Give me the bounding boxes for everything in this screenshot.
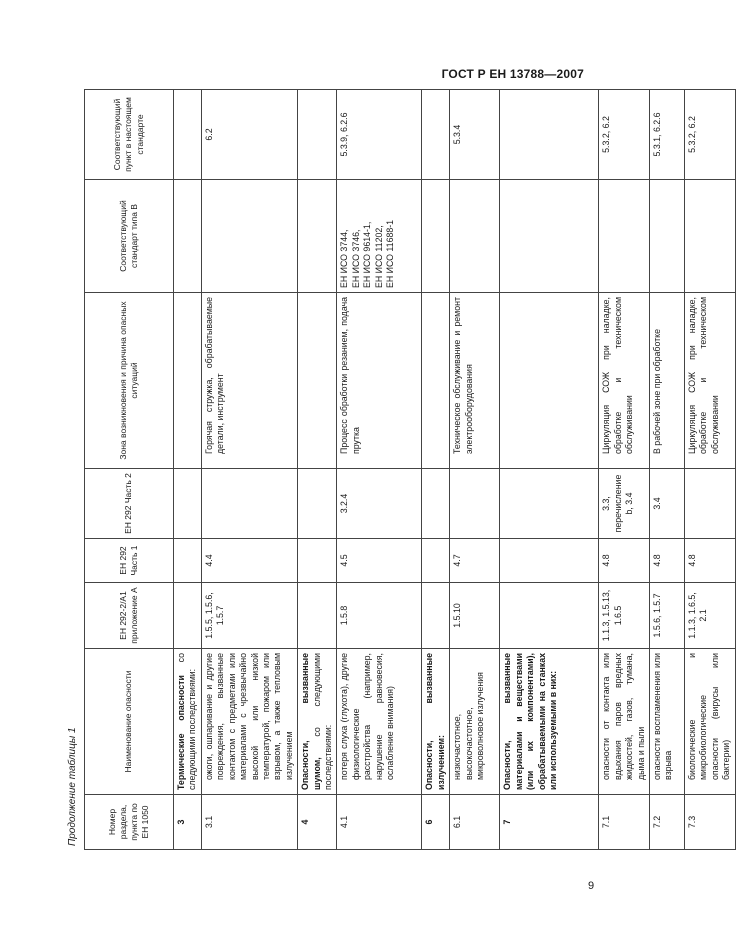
- table-row: [422, 90, 450, 850]
- section-title-rest: со следующими последствиями:: [176, 653, 198, 790]
- rotated-table-block: [64, 90, 732, 850]
- cell-section: 4.1: [337, 795, 422, 850]
- table-row: [685, 90, 736, 850]
- section-title: Опасности, вызванные шумом,: [300, 653, 322, 790]
- cell-name: потеря слуха (глухота), другие физиологические расстройства (например, нарушение равновесия, ослабление внимания): [337, 649, 422, 795]
- col-header-section: Номер раздела, пункта по ЕН 1050: [85, 795, 174, 850]
- cell-type-b: [599, 180, 650, 293]
- cell-section: 7.3: [685, 795, 736, 850]
- cell-en292-2: 1.5.5, 1.5.6, 1.5.7: [201, 583, 297, 649]
- table-row: [599, 90, 650, 850]
- section-title-rest: со следующими последствиями:: [311, 653, 334, 790]
- cell-name: Опасности, вызванные излучением:: [422, 649, 450, 795]
- cell-name: опасности от контакта или вдыхания паров вредных жидкостей, газов, тумана, дыма и пыли: [599, 649, 650, 795]
- cell-zone: Циркуляция СОЖ при наладке, обработке и техническом обслуживании: [599, 293, 650, 469]
- cell-section: 7.1: [599, 795, 650, 850]
- table-row: [500, 90, 599, 850]
- cell-section: 3.1: [201, 795, 297, 850]
- cell-en292-1: 4.4: [201, 539, 297, 583]
- table-row: [337, 90, 422, 850]
- cell-type-b: [201, 180, 297, 293]
- cell-section: 3: [174, 795, 202, 850]
- cell-zone: В рабочей зоне при обработке: [650, 293, 685, 469]
- cell-type-b: [685, 180, 736, 293]
- cell-clause: 5.3.9, 6.2.6: [337, 90, 422, 180]
- cell-en292-part2: 3.3, перечисление b, 3.4: [599, 469, 650, 539]
- cell-clause: 5.3.4: [450, 90, 500, 180]
- cell-type-b: [450, 180, 500, 293]
- cell-en292-1: 4.5: [337, 539, 422, 583]
- col-header-en292-2: ЕН 292-2/А1 приложение А: [85, 583, 174, 649]
- document-code: ГОСТ Р ЕН 13788—2007: [441, 67, 584, 81]
- cell-name: опасности воспламенения или взрыва: [650, 649, 685, 795]
- page-number: 9: [588, 880, 595, 892]
- cell-type-b: [337, 180, 422, 293]
- col-header-type-b: Соответствующий стандарт типа В: [85, 180, 174, 293]
- type-b-line: ЕН ИСО 3746,: [350, 229, 361, 288]
- cell-en292-2: 1.5.8: [337, 583, 422, 649]
- col-header-en292-1: ЕН 292 Часть 1: [85, 539, 174, 583]
- table-row: [174, 90, 202, 850]
- col-header-name: Наименование опасности: [85, 649, 174, 795]
- type-b-line: ЕН ИСО 11202,: [373, 225, 384, 288]
- cell-en292-part2: 3.4: [650, 469, 685, 539]
- table-row: [450, 90, 500, 850]
- col-header-en292-part2: ЕН 292 Часть 2: [85, 469, 174, 539]
- cell-section: 6.1: [450, 795, 500, 850]
- cell-clause: 5.3.1, 6.2.6: [650, 90, 685, 180]
- cell-zone: Техническое обслуживание и ремонт электрооборудования: [450, 293, 500, 469]
- table-row: [201, 90, 297, 850]
- cell-section: 4: [298, 795, 337, 850]
- cell-en292-1: 4.8: [650, 539, 685, 583]
- cell-name: низкочастотное, высокочастотное, микроволновое излучения: [450, 649, 500, 795]
- cell-en292-2: 1.5.6, 1.5.7: [650, 583, 685, 649]
- cell-zone: Циркуляция СОЖ при наладке, обработке и техническом обслуживании: [685, 293, 736, 469]
- cell-en292-2: 1.1.3, 1.5.13, 1.6.5: [599, 583, 650, 649]
- table-row: [298, 90, 337, 850]
- table-caption: Продолжение таблицы 1: [67, 727, 78, 846]
- cell-en292-2: 1.5.10: [450, 583, 500, 649]
- hazards-table: [84, 89, 736, 850]
- cell-section: 6: [422, 795, 450, 850]
- cell-section: 7.2: [650, 795, 685, 850]
- table-row: [650, 90, 685, 850]
- cell-clause: 6.2: [201, 90, 297, 180]
- section-title: Термические опасности: [176, 675, 186, 790]
- cell-name: биологические и микробиологические опасности (вирусы или бактерии): [685, 649, 736, 795]
- type-b-line: ЕН ИСО 3744,: [339, 229, 350, 288]
- cell-section: 7: [500, 795, 599, 850]
- cell-name: [174, 649, 202, 795]
- cell-name: [298, 649, 337, 795]
- table-header-row: [85, 90, 174, 850]
- cell-en292-1: 4.7: [450, 539, 500, 583]
- cell-clause: 5.3.2, 6.2: [685, 90, 736, 180]
- cell-en292-1: 4.8: [685, 539, 736, 583]
- cell-en292-part2: [201, 469, 297, 539]
- cell-name: Опасности, вызванные материалами и веществами (или их компонентами), обрабатываемыми на станках или используемыми в них:: [500, 649, 599, 795]
- cell-en292-part2: [685, 469, 736, 539]
- cell-en292-part2: 3.2.4: [337, 469, 422, 539]
- cell-type-b: [650, 180, 685, 293]
- type-b-line: ЕН ИСО 9614-1,: [362, 221, 373, 288]
- cell-zone: Процесс обработки резанием, подача прутка: [337, 293, 422, 469]
- cell-name: ожоги, ошпаривание и другие повреждения, вызванные контактом с предметами или материалами с чрезвычайно высокой или низкой температурой, пожаром или взрывом, а также тепловым излучением: [201, 649, 297, 795]
- col-header-zone: Зона возникновения и причина опасных ситуаций: [85, 293, 174, 469]
- type-b-line: ЕН ИСО 11688-1: [385, 219, 396, 288]
- cell-zone: Горячая стружка, обрабатываемые детали, инструмент: [201, 293, 297, 469]
- cell-clause: 5.3.2, 6.2: [599, 90, 650, 180]
- cell-en292-part2: [450, 469, 500, 539]
- cell-en292-2: 1.1.3, 1.6.5, 2.1: [685, 583, 736, 649]
- cell-en292-1: 4.8: [599, 539, 650, 583]
- col-header-clause: Соответствующий пункт в настоящем стандарте: [85, 90, 174, 180]
